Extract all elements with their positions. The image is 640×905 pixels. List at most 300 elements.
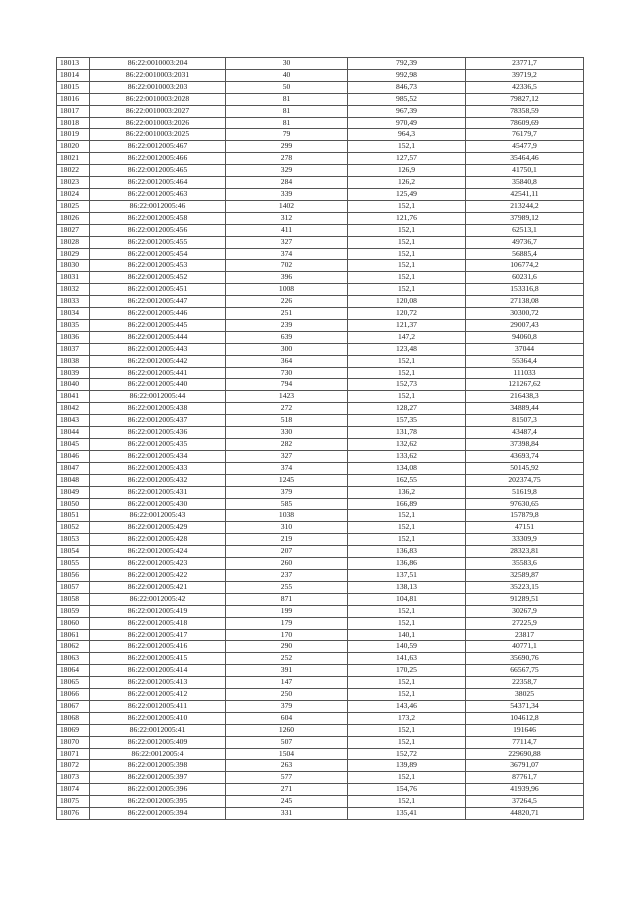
cadastral-value-cell: 153316,8 [466,284,584,296]
table-row [57,534,584,546]
row-number-cell: 18018 [57,117,90,129]
table-row [57,117,584,129]
row-number-cell: 18052 [57,522,90,534]
cadastral-number-cell: 86:22:0012005:410 [90,712,226,724]
unit-value-cell: 154,76 [348,784,466,796]
table-row [57,593,584,605]
area-cell: 1038 [226,510,348,522]
row-number-cell: 18016 [57,93,90,105]
cadastral-value-cell: 32589,87 [466,569,584,581]
table-row [57,188,584,200]
unit-value-cell: 152,1 [348,534,466,546]
cadastral-value-cell: 44820,71 [466,808,584,820]
cadastral-value-cell: 23771,7 [466,58,584,70]
table-row [57,474,584,486]
cadastral-value-table [56,57,584,820]
row-number-cell: 18034 [57,308,90,320]
cadastral-number-cell: 86:22:0010003:2028 [90,93,226,105]
area-cell: 374 [226,248,348,260]
cadastral-value-cell: 35223,15 [466,581,584,593]
area-cell: 411 [226,224,348,236]
table-row [57,439,584,451]
cadastral-value-cell: 38025 [466,689,584,701]
table-row [57,677,584,689]
row-number-cell: 18075 [57,796,90,808]
cadastral-number-cell: 86:22:0012005:463 [90,188,226,200]
cadastral-number-cell: 86:22:0012005:424 [90,546,226,558]
row-number-cell: 18073 [57,772,90,784]
table-row [57,284,584,296]
row-number-cell: 18053 [57,534,90,546]
table-row [57,760,584,772]
row-number-cell: 18041 [57,391,90,403]
row-number-cell: 18049 [57,486,90,498]
unit-value-cell: 152,1 [348,772,466,784]
area-cell: 272 [226,403,348,415]
row-number-cell: 18072 [57,760,90,772]
area-cell: 179 [226,617,348,629]
row-number-cell: 18059 [57,605,90,617]
area-cell: 250 [226,689,348,701]
cadastral-number-cell: 86:22:0012005:398 [90,760,226,772]
cadastral-number-cell: 86:22:0012005:434 [90,450,226,462]
cadastral-value-cell: 78358,59 [466,105,584,117]
cadastral-value-cell: 47151 [466,522,584,534]
area-cell: 330 [226,427,348,439]
cadastral-value-cell: 22358,7 [466,677,584,689]
row-number-cell: 18022 [57,165,90,177]
unit-value-cell: 134,08 [348,462,466,474]
table-row [57,212,584,224]
cadastral-value-cell: 45477,9 [466,141,584,153]
cadastral-number-cell: 86:22:0010003:203 [90,81,226,93]
area-cell: 245 [226,796,348,808]
unit-value-cell: 970,49 [348,117,466,129]
cadastral-number-cell: 86:22:0012005:458 [90,212,226,224]
cadastral-number-cell: 86:22:0012005:41 [90,724,226,736]
cadastral-number-cell: 86:22:0012005:44 [90,391,226,403]
table-row [57,700,584,712]
row-number-cell: 18065 [57,677,90,689]
unit-value-cell: 152,73 [348,379,466,391]
area-cell: 327 [226,450,348,462]
cadastral-number-cell: 86:22:0012005:413 [90,677,226,689]
row-number-cell: 18054 [57,546,90,558]
table-row [57,391,584,403]
cadastral-number-cell: 86:22:0012005:422 [90,569,226,581]
cadastral-value-cell: 29007,43 [466,319,584,331]
cadastral-value-cell: 42336,5 [466,81,584,93]
unit-value-cell: 152,72 [348,748,466,760]
area-cell: 290 [226,641,348,653]
table-row [57,546,584,558]
table-row [57,558,584,570]
area-cell: 1260 [226,724,348,736]
cadastral-number-cell: 86:22:0012005:454 [90,248,226,260]
cadastral-value-cell: 23817 [466,629,584,641]
cadastral-value-cell: 33309,9 [466,534,584,546]
unit-value-cell: 152,1 [348,260,466,272]
table-row [57,462,584,474]
table-row [57,522,584,534]
cadastral-value-cell: 37989,12 [466,212,584,224]
cadastral-value-cell: 87761,7 [466,772,584,784]
cadastral-value-cell: 37044 [466,343,584,355]
table-row [57,236,584,248]
row-number-cell: 18025 [57,200,90,212]
unit-value-cell: 152,1 [348,736,466,748]
unit-value-cell: 170,25 [348,665,466,677]
cadastral-number-cell: 86:22:0012005:451 [90,284,226,296]
cadastral-value-cell: 35840,8 [466,177,584,189]
cadastral-number-cell: 86:22:0012005:415 [90,653,226,665]
table-row [57,450,584,462]
row-number-cell: 18035 [57,319,90,331]
row-number-cell: 18064 [57,665,90,677]
unit-value-cell: 173,2 [348,712,466,724]
unit-value-cell: 126,9 [348,165,466,177]
table-row [57,427,584,439]
cadastral-value-cell: 49736,7 [466,236,584,248]
table-row [57,343,584,355]
row-number-cell: 18047 [57,462,90,474]
row-number-cell: 18045 [57,439,90,451]
cadastral-number-cell: 86:22:0010003:2026 [90,117,226,129]
cadastral-value-cell: 216438,3 [466,391,584,403]
row-number-cell: 18030 [57,260,90,272]
table-row [57,272,584,284]
row-number-cell: 18058 [57,593,90,605]
area-cell: 50 [226,81,348,93]
table-row [57,653,584,665]
cadastral-number-cell: 86:22:0012005:446 [90,308,226,320]
row-number-cell: 18033 [57,296,90,308]
row-number-cell: 18060 [57,617,90,629]
table-row [57,93,584,105]
cadastral-value-cell: 35583,6 [466,558,584,570]
table-row [57,808,584,820]
cadastral-value-cell: 121267,62 [466,379,584,391]
cadastral-value-cell: 202374,75 [466,474,584,486]
row-number-cell: 18032 [57,284,90,296]
unit-value-cell: 143,46 [348,700,466,712]
table-row [57,736,584,748]
table-row [57,331,584,343]
unit-value-cell: 136,83 [348,546,466,558]
area-cell: 1245 [226,474,348,486]
cadastral-number-cell: 86:22:0012005:443 [90,343,226,355]
cadastral-number-cell: 86:22:0012005:395 [90,796,226,808]
cadastral-number-cell: 86:22:0012005:4 [90,748,226,760]
unit-value-cell: 152,1 [348,284,466,296]
table-row [57,665,584,677]
area-cell: 299 [226,141,348,153]
area-cell: 327 [226,236,348,248]
unit-value-cell: 137,51 [348,569,466,581]
area-cell: 40 [226,69,348,81]
table-row [57,379,584,391]
cadastral-value-cell: 35464,46 [466,153,584,165]
table-row [57,81,584,93]
cadastral-number-cell: 86:22:0012005:436 [90,427,226,439]
row-number-cell: 18056 [57,569,90,581]
unit-value-cell: 127,57 [348,153,466,165]
row-number-cell: 18037 [57,343,90,355]
row-number-cell: 18074 [57,784,90,796]
area-cell: 310 [226,522,348,534]
cadastral-value-cell: 51619,8 [466,486,584,498]
cadastral-number-cell: 86:22:0012005:430 [90,498,226,510]
row-number-cell: 18068 [57,712,90,724]
cadastral-value-cell: 27225,9 [466,617,584,629]
row-number-cell: 18021 [57,153,90,165]
row-number-cell: 18027 [57,224,90,236]
area-cell: 794 [226,379,348,391]
cadastral-value-cell: 66567,75 [466,665,584,677]
unit-value-cell: 131,78 [348,427,466,439]
unit-value-cell: 152,1 [348,677,466,689]
table-row [57,415,584,427]
unit-value-cell: 152,1 [348,724,466,736]
table-row [57,141,584,153]
cadastral-number-cell: 86:22:0012005:437 [90,415,226,427]
unit-value-cell: 152,1 [348,200,466,212]
row-number-cell: 18040 [57,379,90,391]
cadastral-value-cell: 40771,1 [466,641,584,653]
table-row [57,569,584,581]
unit-value-cell: 135,41 [348,808,466,820]
cadastral-number-cell: 86:22:0012005:42 [90,593,226,605]
area-cell: 300 [226,343,348,355]
row-number-cell: 18062 [57,641,90,653]
unit-value-cell: 152,1 [348,605,466,617]
area-cell: 263 [226,760,348,772]
row-number-cell: 18020 [57,141,90,153]
area-cell: 507 [226,736,348,748]
cadastral-value-cell: 76179,7 [466,129,584,141]
cadastral-number-cell: 86:22:0012005:411 [90,700,226,712]
cadastral-value-cell: 106774,2 [466,260,584,272]
cadastral-number-cell: 86:22:0012005:421 [90,581,226,593]
row-number-cell: 18038 [57,355,90,367]
table-row [57,486,584,498]
cadastral-number-cell: 86:22:0012005:444 [90,331,226,343]
unit-value-cell: 136,2 [348,486,466,498]
row-number-cell: 18070 [57,736,90,748]
unit-value-cell: 133,62 [348,450,466,462]
area-cell: 252 [226,653,348,665]
table-row [57,129,584,141]
row-number-cell: 18017 [57,105,90,117]
row-number-cell: 18055 [57,558,90,570]
area-cell: 1504 [226,748,348,760]
unit-value-cell: 152,1 [348,367,466,379]
cadastral-number-cell: 86:22:0012005:417 [90,629,226,641]
area-cell: 871 [226,593,348,605]
row-number-cell: 18071 [57,748,90,760]
cadastral-number-cell: 86:22:0012005:441 [90,367,226,379]
cadastral-value-cell: 36791,07 [466,760,584,772]
cadastral-number-cell: 86:22:0012005:452 [90,272,226,284]
cadastral-number-cell: 86:22:0012005:432 [90,474,226,486]
cadastral-number-cell: 86:22:0012005:409 [90,736,226,748]
row-number-cell: 18042 [57,403,90,415]
row-number-cell: 18051 [57,510,90,522]
row-number-cell: 18050 [57,498,90,510]
table-row [57,105,584,117]
row-number-cell: 18024 [57,188,90,200]
cadastral-number-cell: 86:22:0012005:440 [90,379,226,391]
cadastral-value-cell: 39719,2 [466,69,584,81]
cadastral-number-cell: 86:22:0012005:433 [90,462,226,474]
unit-value-cell: 152,1 [348,522,466,534]
area-cell: 219 [226,534,348,546]
cadastral-value-cell: 28323,81 [466,546,584,558]
unit-value-cell: 128,27 [348,403,466,415]
area-cell: 81 [226,105,348,117]
cadastral-value-cell: 42541,11 [466,188,584,200]
unit-value-cell: 967,39 [348,105,466,117]
row-number-cell: 18036 [57,331,90,343]
cadastral-number-cell: 86:22:0012005:429 [90,522,226,534]
table-row [57,367,584,379]
table-row [57,248,584,260]
unit-value-cell: 139,89 [348,760,466,772]
area-cell: 1423 [226,391,348,403]
table-row [57,58,584,70]
cadastral-number-cell: 86:22:0010003:2031 [90,69,226,81]
unit-value-cell: 166,89 [348,498,466,510]
row-number-cell: 18043 [57,415,90,427]
unit-value-cell: 123,48 [348,343,466,355]
cadastral-value-cell: 97630,65 [466,498,584,510]
unit-value-cell: 125,49 [348,188,466,200]
cadastral-value-cell: 50145,92 [466,462,584,474]
unit-value-cell: 120,08 [348,296,466,308]
cadastral-number-cell: 86:22:0012005:423 [90,558,226,570]
row-number-cell: 18063 [57,653,90,665]
unit-value-cell: 162,55 [348,474,466,486]
area-cell: 282 [226,439,348,451]
unit-value-cell: 152,1 [348,796,466,808]
row-number-cell: 18057 [57,581,90,593]
unit-value-cell: 140,59 [348,641,466,653]
cadastral-value-cell: 79827,12 [466,93,584,105]
unit-value-cell: 152,1 [348,236,466,248]
cadastral-value-cell: 37264,5 [466,796,584,808]
unit-value-cell: 140,1 [348,629,466,641]
row-number-cell: 18046 [57,450,90,462]
table-row [57,296,584,308]
row-number-cell: 18019 [57,129,90,141]
unit-value-cell: 152,1 [348,141,466,153]
area-cell: 391 [226,665,348,677]
row-number-cell: 18028 [57,236,90,248]
unit-value-cell: 152,1 [348,224,466,236]
unit-value-cell: 120,72 [348,308,466,320]
area-cell: 585 [226,498,348,510]
cadastral-number-cell: 86:22:0012005:397 [90,772,226,784]
area-cell: 147 [226,677,348,689]
unit-value-cell: 792,39 [348,58,466,70]
unit-value-cell: 152,1 [348,689,466,701]
cadastral-number-cell: 86:22:0012005:465 [90,165,226,177]
table-row [57,69,584,81]
cadastral-value-cell: 55364,4 [466,355,584,367]
unit-value-cell: 132,62 [348,439,466,451]
cadastral-number-cell: 86:22:0012005:43 [90,510,226,522]
unit-value-cell: 152,1 [348,355,466,367]
cadastral-number-cell: 86:22:0012005:447 [90,296,226,308]
table-row [57,224,584,236]
cadastral-number-cell: 86:22:0012005:416 [90,641,226,653]
cadastral-value-cell: 229690,88 [466,748,584,760]
area-cell: 170 [226,629,348,641]
unit-value-cell: 152,1 [348,617,466,629]
table-row [57,617,584,629]
unit-value-cell: 121,76 [348,212,466,224]
cadastral-number-cell: 86:22:0012005:466 [90,153,226,165]
table-row [57,510,584,522]
area-cell: 331 [226,808,348,820]
area-cell: 1008 [226,284,348,296]
area-cell: 604 [226,712,348,724]
area-cell: 396 [226,272,348,284]
cadastral-number-cell: 86:22:0012005:431 [90,486,226,498]
cadastral-value-cell: 34889,44 [466,403,584,415]
row-number-cell: 18031 [57,272,90,284]
table-row [57,641,584,653]
cadastral-value-cell: 60231,6 [466,272,584,284]
table-row [57,605,584,617]
row-number-cell: 18044 [57,427,90,439]
cadastral-number-cell: 86:22:0012005:412 [90,689,226,701]
row-number-cell: 18069 [57,724,90,736]
area-cell: 639 [226,331,348,343]
area-cell: 255 [226,581,348,593]
row-number-cell: 18039 [57,367,90,379]
table-row [57,319,584,331]
area-cell: 199 [226,605,348,617]
table-row [57,177,584,189]
table-body [57,58,584,820]
row-number-cell: 18026 [57,212,90,224]
unit-value-cell: 141,63 [348,653,466,665]
area-cell: 1402 [226,200,348,212]
unit-value-cell: 152,1 [348,391,466,403]
cadastral-number-cell: 86:22:0012005:467 [90,141,226,153]
table-row [57,796,584,808]
table-row [57,308,584,320]
area-cell: 207 [226,546,348,558]
table-row [57,784,584,796]
area-cell: 364 [226,355,348,367]
cadastral-number-cell: 86:22:0012005:46 [90,200,226,212]
table-row [57,165,584,177]
area-cell: 339 [226,188,348,200]
unit-value-cell: 147,2 [348,331,466,343]
area-cell: 226 [226,296,348,308]
unit-value-cell: 846,73 [348,81,466,93]
cadastral-value-cell: 41750,1 [466,165,584,177]
cadastral-value-cell: 91289,51 [466,593,584,605]
cadastral-number-cell: 86:22:0012005:442 [90,355,226,367]
cadastral-number-cell: 86:22:0012005:445 [90,319,226,331]
row-number-cell: 18015 [57,81,90,93]
area-cell: 284 [226,177,348,189]
table-row [57,260,584,272]
area-cell: 278 [226,153,348,165]
